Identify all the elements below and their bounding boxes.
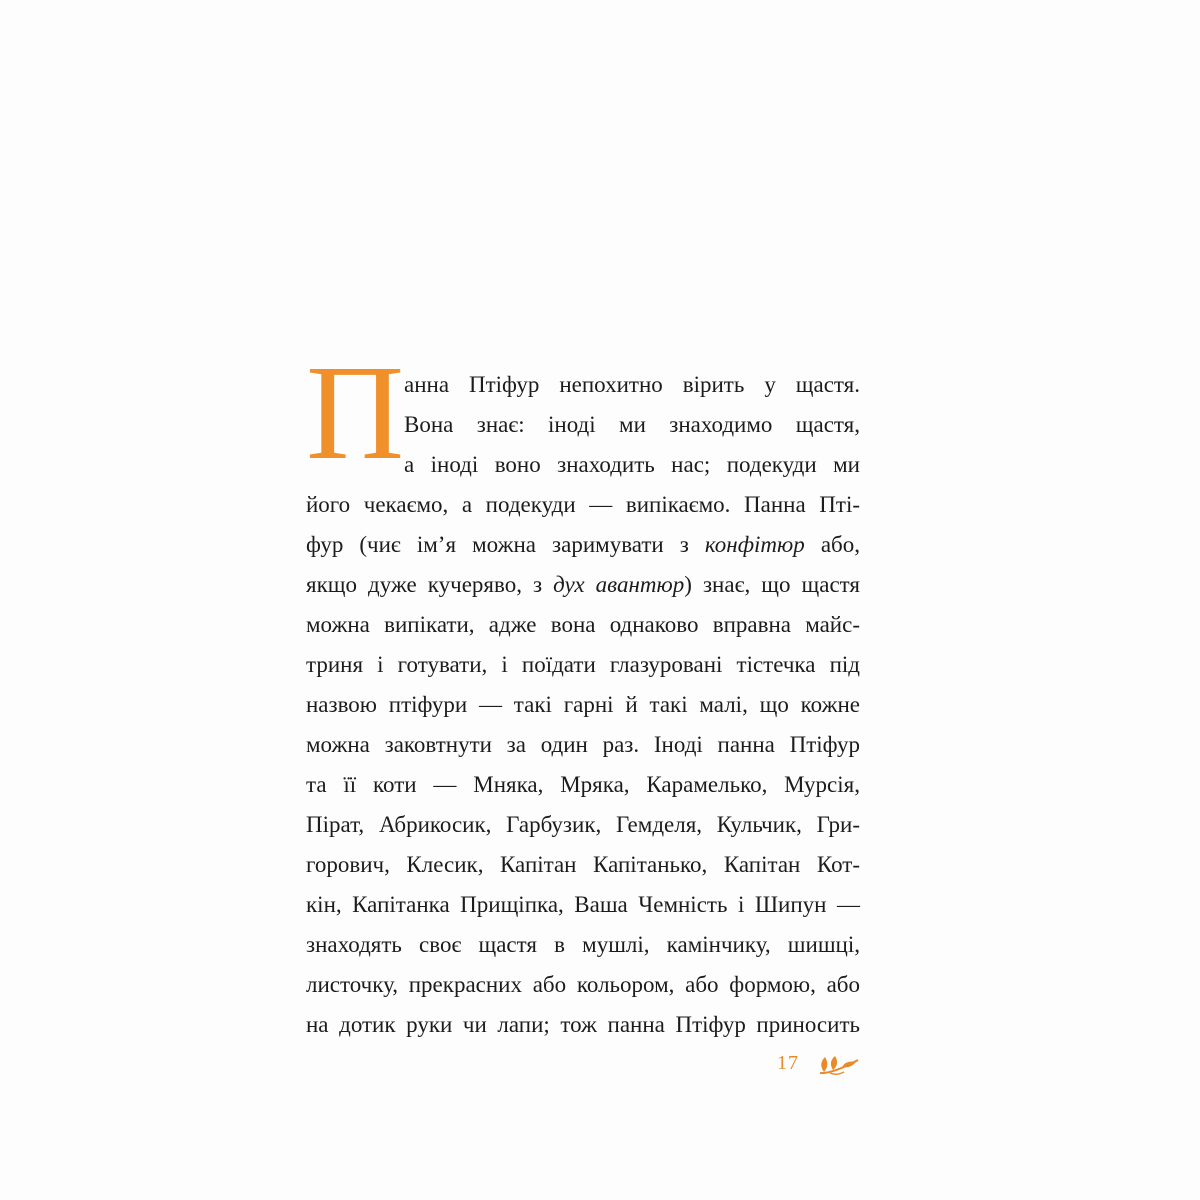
paragraph-line: триня і готувати, і поїдати глазуровані тістечка під xyxy=(306,652,860,677)
paragraph-line: можна заковтнути за один раз. Іноді панна Птіфур xyxy=(306,732,860,757)
paragraph-line: а іноді воно знаходить нас; подекуди ми xyxy=(404,452,860,477)
paragraph-line: знаходять своє щастя в мушлі, камінчику, шишці, xyxy=(306,932,860,957)
italic-phrase: дух авантюр xyxy=(553,572,685,597)
paragraph-line: та її коти — Мняка, Мряка, Карамелько, Мурсія, xyxy=(306,772,860,797)
paragraph-line: Пірат, Абрикосик, Гарбузик, Гемделя, Кульчик, Гри- xyxy=(306,812,860,837)
paragraph-line xyxy=(306,570,860,600)
paragraph-line: назвою птіфури — такі гарні й такі малі, що кожне xyxy=(306,692,860,717)
paragraph-line: листочку, прекрасних або кольором, або формою, або xyxy=(306,972,860,997)
line-text: ) знає, що щастя xyxy=(684,572,860,597)
line-text: якщо дуже кучеряво, з xyxy=(306,572,554,597)
paragraph-line: кін, Капітанка Прищіпка, Ваша Чемність і Шипун — xyxy=(306,892,860,917)
paragraph-line xyxy=(306,530,860,560)
drop-cap: П xyxy=(306,338,405,488)
paragraph-line: можна випікати, адже вона однаково вправна майс- xyxy=(306,612,860,637)
paragraph-line: на дотик руки чи лапи; тож панна Птіфур приносить xyxy=(306,1012,860,1037)
line-text: або, xyxy=(804,532,860,557)
page-number: 17 xyxy=(777,1052,799,1074)
paragraph-line: горович, Клесик, Капітан Капітанько, Капітан Кот- xyxy=(306,852,860,877)
line-text: фур (чиє ім’я можна заримувати з xyxy=(306,532,705,557)
paragraph-line: Вона знає: іноді ми знаходимо щастя, xyxy=(404,412,860,437)
italic-phrase: конфітюр xyxy=(704,532,805,557)
paragraph-line: анна Птіфур непохитно вірить у щастя. xyxy=(404,372,860,397)
leaf-sprig-icon xyxy=(816,1054,862,1076)
paragraph-line: його чекаємо, а подекуди — випікаємо. Панна Пті- xyxy=(306,492,860,517)
